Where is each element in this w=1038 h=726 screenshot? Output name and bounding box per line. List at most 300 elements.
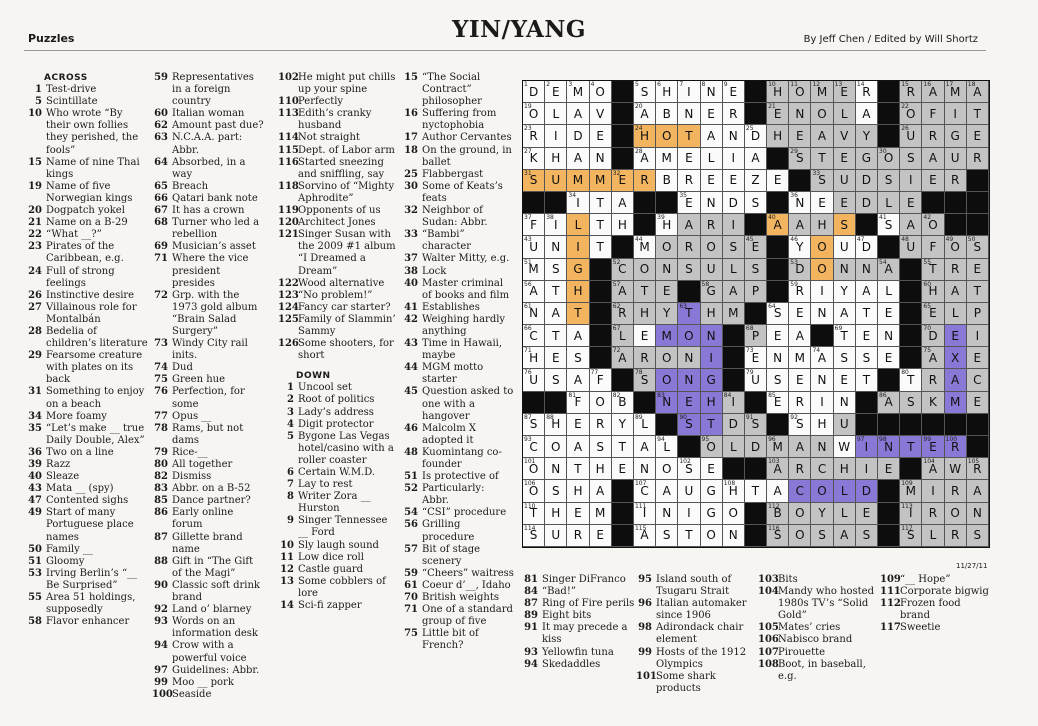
clue-item [152,447,266,459]
grid-cell [545,103,567,125]
grid-cell [723,259,745,281]
clue-text: Words on an information desk [172,616,258,640]
clue-item [758,659,876,683]
cell-letter: S [862,528,871,543]
clue-item [278,564,396,576]
black-square [856,414,878,436]
cell-letter: I [554,128,558,143]
clue-number: 125 [278,313,299,325]
clue-column-bottom-3 [758,574,876,683]
clue-item [26,507,148,543]
grid-cell [967,148,989,170]
grid-cell [723,170,745,192]
grid-cell [634,125,656,147]
cell-number: 63 [679,302,687,310]
clue-text: Coeur d’__, Idaho [422,579,511,591]
grid-cell [523,414,545,436]
clue-item [152,290,266,338]
cell-letter: H [640,306,650,321]
cell-letter: A [618,284,627,299]
clue-number: 20 [28,205,42,217]
cell-number: 98 [879,436,887,443]
clue-item [522,586,646,598]
clue-text: Particularly: Abbr. [422,483,485,507]
cell-letter: R [729,106,738,121]
grid-cell [701,325,723,347]
clue-item [636,647,754,671]
clue-text: Test-drive [46,84,97,96]
grid-cell [834,436,856,458]
cell-letter: E [929,173,937,188]
clue-text: Early online forum [172,507,234,531]
cell-number: 7 [679,81,684,88]
grid-cell [590,480,612,502]
cell-letter: M [794,350,806,365]
grid-cell [922,369,944,391]
cell-letter: A [884,262,893,277]
clue-item [278,290,396,302]
grid-cell [523,369,545,391]
cell-letter: L [729,439,737,454]
clue-number: 10 [280,539,294,551]
grid-cell [767,81,789,103]
grid-cell [745,148,767,170]
grid-cell [656,103,678,125]
cell-number: 61 [524,302,532,310]
clue-item [26,495,148,507]
grid-cell [789,192,811,214]
black-square [745,81,767,103]
cell-letter: D [861,483,872,498]
cell-letter: D [750,439,761,454]
cell-letter: R [950,483,960,498]
clue-item [402,266,514,278]
black-square [634,392,656,414]
cell-letter: O [661,239,672,254]
black-square [900,281,922,303]
cell-number: 85 [768,391,776,399]
grid-cell [612,392,634,414]
cell-letter: E [929,439,937,454]
cell-letter: H [928,284,938,299]
grid-cell [545,170,567,192]
clue-text: Name on a B-29 [46,217,128,229]
clue-number: 102 [278,72,299,83]
cell-letter: V [840,128,849,143]
cell-letter: M [728,306,739,321]
clue-text: Skedaddles [542,658,601,670]
clue-text: Author Cervantes [422,132,512,144]
grid-cell [634,170,656,192]
cell-number: 67 [612,325,621,333]
grid-cell [590,103,612,125]
cell-number: 77 [590,369,599,377]
cell-number: 93 [524,436,532,443]
cell-number: 5 [634,81,639,88]
clue-text: Pirouette [778,646,826,658]
clue-number: 11 [280,551,294,563]
cell-letter: L [885,284,892,299]
grid-cell [656,436,678,458]
cell-number: 65 [923,302,932,310]
grid-cell [811,480,833,502]
grid-cell [678,480,700,502]
grid-cell [767,347,789,369]
cell-letter: E [662,284,671,299]
grid-cell [678,214,700,236]
cell-number: 74 [812,347,821,355]
grid-cell [789,369,811,391]
grid-cell [834,281,856,303]
clue-text: Villainous role for Montalbán [46,301,137,325]
cell-letter: Y [840,284,848,299]
grid-cell [900,148,922,170]
grid-cell [811,303,833,325]
cell-letter: E [596,128,604,143]
cell-letter: O [661,350,672,365]
clue-number: 101 [636,670,657,682]
black-square [967,436,989,458]
black-square [590,259,612,281]
grid-cell [678,236,700,258]
cell-letter: S [906,528,915,543]
clue-item [522,659,646,671]
cell-letter: L [929,528,937,543]
grid-cell [856,525,878,547]
clue-text: Wood alternative [298,277,385,289]
clue-text: Family of Slammin’ Sammy [298,313,396,337]
clue-text: Dogpatch yokel [46,205,125,217]
clue-text: Time in Hawaii, maybe [422,338,503,362]
cell-letter: I [687,506,691,521]
cell-letter: H [662,217,672,232]
clue-number: 115 [278,144,299,156]
clue-number: 53 [28,567,42,579]
clue-number: 35 [28,422,42,434]
clue-number: 98 [638,622,652,634]
cell-letter: R [950,439,960,454]
grid-cell [723,148,745,170]
grid-cell [856,436,878,458]
grid-cell [856,369,878,391]
cell-number: 35 [679,191,687,199]
clue-text: Yellowfin tuna [542,646,614,658]
clue-item [278,552,396,564]
cell-number: 2 [546,81,551,88]
grid-cell [767,214,789,236]
cell-number: 54 [879,258,887,266]
clue-item [402,447,514,471]
clue-item [152,459,266,471]
cell-letter: S [574,350,582,365]
clue-number: 74 [154,362,168,374]
grid-cell [767,170,789,192]
grid-cell [745,281,767,303]
grid-cell [789,81,811,103]
clue-number: 25 [404,168,418,180]
grid-cell [767,103,789,125]
cell-number: 20 [634,103,643,111]
grid-cell [634,259,656,281]
clue-number: 61 [404,579,418,591]
grid-cell [590,214,612,236]
grid-cell [678,103,700,125]
grid-cell [922,148,944,170]
clue-text: Musician’s asset [172,241,256,253]
cell-letter: B [662,106,671,121]
grid-cell [523,148,545,170]
clue-item [278,515,396,539]
cell-letter: A [973,483,982,498]
cell-letter: D [861,239,872,254]
grid-cell [656,525,678,547]
cell-letter: R [684,173,694,188]
black-square [945,214,967,236]
cell-letter: R [529,128,538,143]
black-square [590,347,612,369]
grid-cell [856,503,878,525]
clue-text: Something to enjoy on a beach [46,386,145,410]
clue-number: 38 [404,265,418,277]
grid-cell [967,369,989,391]
cell-letter: P [973,306,981,321]
cell-letter: E [773,106,782,121]
clue-number: 77 [154,410,168,422]
cell-letter: G [706,483,716,498]
grid-cell [523,480,545,502]
grid-cell [567,259,589,281]
cell-letter: M [594,506,606,521]
clue-item [402,544,514,568]
cell-letter: S [884,217,893,232]
grid-cell [945,347,967,369]
clue-number: 44 [404,362,418,374]
cell-letter: E [551,350,560,365]
clue-number: 90 [154,579,168,591]
grid-cell [701,392,723,414]
clue-item [152,241,266,253]
grid-cell [567,414,589,436]
clue-text: Opus __ [172,410,212,422]
cell-number: 75 [923,347,932,355]
cell-number: 86 [879,391,887,399]
cell-letter: S [818,173,826,188]
cell-letter: E [685,395,693,410]
cell-letter: A [862,284,871,299]
cell-number: 29 [790,147,798,155]
black-square [878,236,900,258]
cell-number: 100 [945,436,958,443]
grid-cell [811,170,833,192]
grid-cell [723,480,745,502]
grid-cell [701,480,723,502]
cell-letter: S [884,173,893,188]
cell-letter: E [929,306,937,321]
grid-cell [922,347,944,369]
cell-letter: A [573,439,583,454]
clue-number: 65 [154,180,168,192]
clue-item [402,362,514,386]
cell-letter: N [551,239,561,254]
black-square [723,347,745,369]
clue-item [152,411,266,423]
cell-letter: A [840,528,849,543]
grid-cell [567,103,589,125]
grid-cell [656,392,678,414]
clue-item [278,145,396,157]
cell-letter: L [840,483,848,498]
cell-letter: R [706,217,716,232]
grid-cell [612,347,634,369]
grid-cell [834,525,856,547]
cell-letter: M [572,84,584,99]
cell-letter: F [929,106,937,121]
clue-item [522,622,646,646]
grid-cell [678,525,700,547]
clue-number: 22 [28,229,42,241]
grid-cell [900,214,922,236]
black-square [590,303,612,325]
cell-letter: R [906,84,915,99]
clue-text: “CSI” procedure [422,507,507,519]
grid-cell [634,414,656,436]
grid-cell [900,503,922,525]
clue-item [152,386,266,410]
black-square [811,325,833,347]
cell-number: 31 [524,169,532,177]
clue-text: He might put chills up your spine [298,72,396,96]
grid-cell [701,303,723,325]
grid-cell [634,325,656,347]
grid-cell [945,436,967,458]
grid-cell [789,347,811,369]
grid-cell [922,458,944,480]
clue-number: 48 [404,446,418,458]
cell-number: 78 [634,369,643,377]
grid-cell [656,369,678,391]
grid-cell [745,170,767,192]
clue-number: 40 [404,277,418,289]
clue-item [758,634,876,646]
grid-cell [590,81,612,103]
clue-number: 54 [404,507,418,519]
cell-letter: W [838,439,851,454]
cell-number: 106 [524,480,536,488]
clue-number: 88 [154,555,168,567]
clue-text: Windy City rail inits. [172,338,248,362]
black-square [634,214,656,236]
cell-number: 30 [879,147,887,155]
clue-number: 109 [880,574,901,585]
grid-cell [922,503,944,525]
cell-number: 37 [524,214,532,222]
grid-cell [922,392,944,414]
cell-letter: H [573,483,583,498]
cell-letter: S [551,483,560,498]
clue-item [152,495,266,507]
black-square [678,436,700,458]
grid-cell [545,236,567,258]
cell-letter: A [884,395,893,410]
cell-letter: A [596,483,605,498]
cell-letter: A [795,217,804,232]
grid-cell [523,503,545,525]
clue-item [278,467,396,479]
grid-cell [945,103,967,125]
grid-cell [834,414,856,436]
clue-item [278,419,396,431]
grid-cell [967,347,989,369]
cell-letter: C [795,483,805,498]
clue-number: 89 [524,610,538,622]
clue-number: 64 [154,156,168,168]
black-square [545,192,567,214]
cell-letter: S [685,461,693,476]
clue-number: 112 [880,598,901,610]
grid-cell [545,347,567,369]
cell-number: 68 [745,325,754,333]
cell-letter: N [684,106,694,121]
black-square [745,392,767,414]
clue-text: “Bambi” character [422,229,472,253]
clue-column-3 [278,72,396,612]
clue-item [402,181,514,205]
clue-item [278,278,396,290]
grid-cell [856,148,878,170]
cell-number: 112 [768,502,780,510]
clue-item [26,241,148,265]
grid-cell [922,525,944,547]
grid-cell [811,392,833,414]
grid-cell [701,148,723,170]
grid-cell [789,214,811,236]
cell-letter: O [795,528,805,543]
cell-letter: A [618,195,627,210]
puzzle-title: YIN/YANG [451,16,587,43]
cell-letter: E [707,173,715,188]
grid-cell [767,369,789,391]
black-square [945,192,967,214]
clue-item [402,568,514,580]
cell-letter: L [641,417,648,432]
grid-cell [900,436,922,458]
clue-text: Moo __ pork [172,676,234,688]
clue-number: 29 [28,350,42,362]
cell-letter: N [662,506,672,521]
clue-text: Question asked to one with a hangover [422,386,514,422]
cell-letter: E [685,195,693,210]
grid-cell [567,525,589,547]
cell-letter: D [795,262,805,277]
black-square [656,192,678,214]
black-square [922,192,944,214]
clue-number: 46 [404,422,418,434]
clue-text: Representatives in a foreign country [172,72,254,108]
grid-cell [767,480,789,502]
clue-number: 122 [278,277,299,289]
cell-number: 104 [923,458,935,466]
cell-letter: H [662,84,672,99]
cell-number: 51 [524,258,532,266]
clue-text: Dud [172,362,193,374]
cell-letter: A [928,461,938,476]
clue-text: Digit protector [298,418,374,430]
clue-item [402,592,514,604]
cell-letter: E [862,506,871,521]
grid-cell [811,103,833,125]
clue-number: 40 [28,471,42,483]
clue-number: 70 [404,592,418,604]
